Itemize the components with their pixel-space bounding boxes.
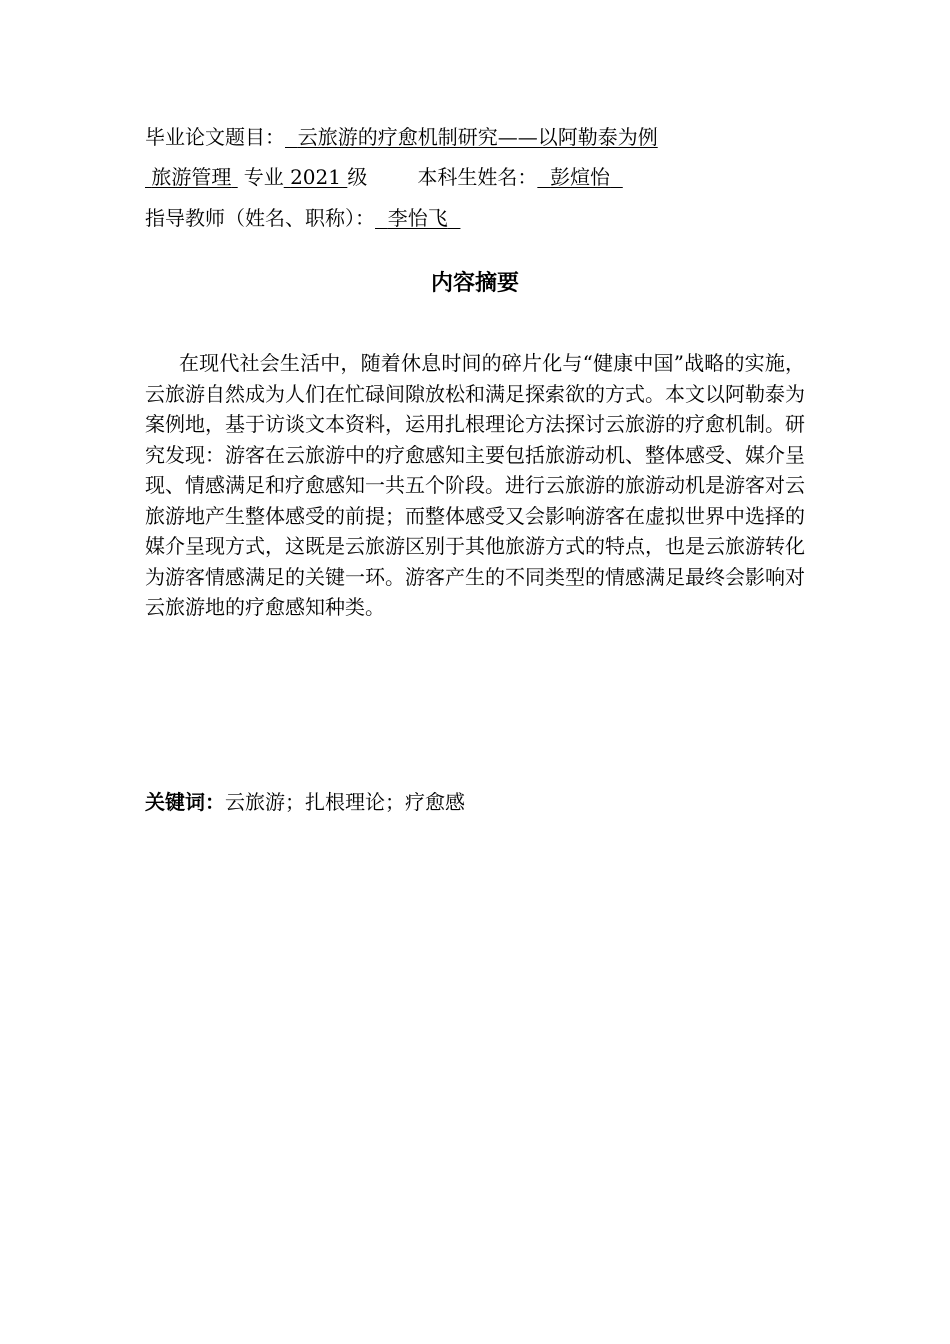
- student-name-label: 本科生姓名：: [417, 165, 538, 189]
- keywords-value: 云旅游；扎根理论；疗愈感: [225, 790, 465, 814]
- keywords-line: [145, 790, 465, 814]
- major-label: 专业: [243, 165, 284, 189]
- advisor-line: [145, 206, 460, 230]
- abstract-body: 在现代社会生活中，随着休息时间的碎片化与“健康中国”战略的实施，云旅游自然成为人们在忙碌间隙放松和满足探索欲的方式。本文以阿勒泰为案例地，基于访谈文本资料，运用扎根理论方法探讨云旅游的疗愈机制。研究发现：游客在云旅游中的疗愈感知主要包括旅游动机、整体感受、媒介呈现、情感满足和疗愈感知一共五个阶段。进行云旅游的旅游动机是游客对云旅游地产生整体感受的前提；而整体感受又会影响游客在虚拟世界中选择的媒介呈现方式，这既是云旅游区别于其他旅游方式的特点，也是云旅游转化为游客情感满足的关键一环。游客产生的不同类型的情感满足最终会影响对云旅游地的疗愈感知种类。: [145, 351, 805, 619]
- abstract-heading: 内容摘要: [430, 271, 519, 296]
- year-label: 级: [347, 165, 368, 189]
- thesis-title-line: [145, 125, 658, 149]
- student-name-value: 彭煊怡: [550, 165, 611, 189]
- year-value: 2021: [290, 165, 341, 189]
- advisor-value: 李怡飞: [387, 206, 448, 230]
- thesis-title-value: 云旅游的疗愈机制研究——以阿勒泰为例: [297, 125, 658, 149]
- major-value: 旅游管理: [151, 165, 232, 189]
- keywords-label: 关键词：: [145, 790, 225, 814]
- major-student-line: [145, 165, 623, 189]
- thesis-title-label: 毕业论文题目：: [145, 125, 285, 149]
- advisor-label: 指导教师（姓名、职称）：: [145, 206, 375, 230]
